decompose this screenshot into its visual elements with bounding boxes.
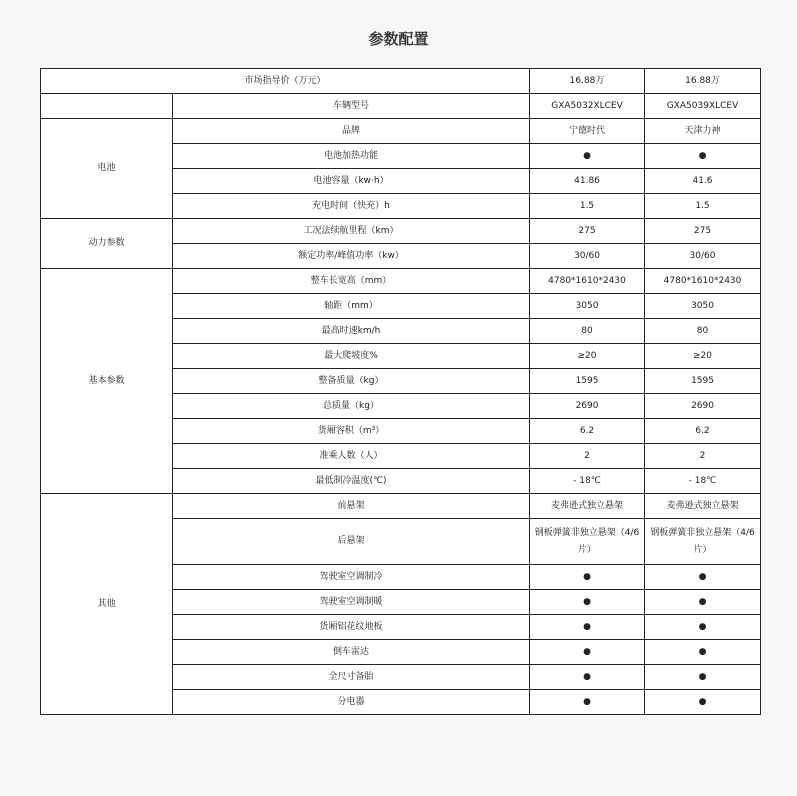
row-value-1: ● [530,615,645,640]
group-label-power: 动力参数 [41,219,173,269]
model-value-2: GXA5039XLCEV [645,94,761,119]
row-label: 整备质量（kg） [173,369,530,394]
row-value-1: 275 [530,219,645,244]
row-label: 准乘人数（人） [173,444,530,469]
row-value-1: 钢板弹簧非独立悬架（4/6片） [530,519,645,565]
table-row [41,494,761,519]
table-row-model [41,94,761,119]
row-value-2: ● [645,690,761,715]
row-value-2: 2 [645,444,761,469]
row-value-1: 2690 [530,394,645,419]
row-value-1: ● [530,590,645,615]
group-label-other: 其他 [41,494,173,715]
group-label-basic: 基本参数 [41,269,173,494]
row-label: 电池加热功能 [173,144,530,169]
row-label: 充电时间（快充）h [173,194,530,219]
row-value-1: 麦弗逊式独立悬架 [530,494,645,519]
row-value-2: 天津力神 [645,119,761,144]
page-title: 参数配置 [368,30,429,48]
model-label: 车辆型号 [173,94,530,119]
row-label: 后悬架 [173,519,530,565]
price-value-1: 16.88万 [530,69,645,94]
row-label: 全尺寸备胎 [173,665,530,690]
row-value-2: 3050 [645,294,761,319]
row-label: 驾驶室空调制暖 [173,590,530,615]
row-value-1: 30/60 [530,244,645,269]
row-value-2: 1.5 [645,194,761,219]
model-value-1: GXA5032XLCEV [530,94,645,119]
row-value-2: 1595 [645,369,761,394]
row-value-2: 麦弗逊式独立悬架 [645,494,761,519]
row-label: 品牌 [173,119,530,144]
price-value-2: 16.88万 [645,69,761,94]
row-value-2: - 18℃ [645,469,761,494]
row-label: 工况法续航里程（km） [173,219,530,244]
row-value-2: 30/60 [645,244,761,269]
row-value-2: ● [645,665,761,690]
spec-table [40,68,761,715]
row-label: 最大爬坡度% [173,344,530,369]
row-value-1: ● [530,640,645,665]
price-label: 市场指导价（万元） [41,69,530,94]
row-label: 驾驶室空调制冷 [173,565,530,590]
table-row [41,119,761,144]
row-label: 总质量（kg） [173,394,530,419]
row-value-2: 2690 [645,394,761,419]
row-label: 最高时速km/h [173,319,530,344]
row-value-2: 6.2 [645,419,761,444]
model-blank-cell [41,94,173,119]
row-value-1: ● [530,144,645,169]
row-label: 倒车雷达 [173,640,530,665]
row-value-2: ≥20 [645,344,761,369]
table-row [41,269,761,294]
row-value-2: 275 [645,219,761,244]
row-label: 最低制冷温度(℃) [173,469,530,494]
row-value-2: 80 [645,319,761,344]
row-value-1: 6.2 [530,419,645,444]
row-value-1: 1595 [530,369,645,394]
row-value-1: 41.86 [530,169,645,194]
row-value-1: 3050 [530,294,645,319]
row-value-1: ≥20 [530,344,645,369]
row-value-1: 4780*1610*2430 [530,269,645,294]
row-label: 货厢铝花纹地板 [173,615,530,640]
row-value-2: 4780*1610*2430 [645,269,761,294]
row-value-1: ● [530,565,645,590]
group-label-battery: 电池 [41,119,173,219]
row-value-2: 钢板弹簧非独立悬架（4/6片） [645,519,761,565]
row-label: 额定功率/峰值功率（kw） [173,244,530,269]
row-value-2: ● [645,640,761,665]
row-value-2: 41.6 [645,169,761,194]
row-label: 分电器 [173,690,530,715]
row-label: 整车长宽高（mm） [173,269,530,294]
row-value-2: ● [645,144,761,169]
row-value-2: ● [645,615,761,640]
row-label: 前悬架 [173,494,530,519]
row-value-1: 2 [530,444,645,469]
row-label: 轴距（mm） [173,294,530,319]
row-value-1: 宁德时代 [530,119,645,144]
row-value-1: ● [530,665,645,690]
row-value-1: 80 [530,319,645,344]
row-value-1: - 18℃ [530,469,645,494]
row-label: 货厢容积（m³） [173,419,530,444]
row-value-1: ● [530,690,645,715]
table-row-price [41,69,761,94]
table-row [41,219,761,244]
row-value-1: 1.5 [530,194,645,219]
row-value-2: ● [645,590,761,615]
row-value-2: ● [645,565,761,590]
row-label: 电池容量（kw·h） [173,169,530,194]
